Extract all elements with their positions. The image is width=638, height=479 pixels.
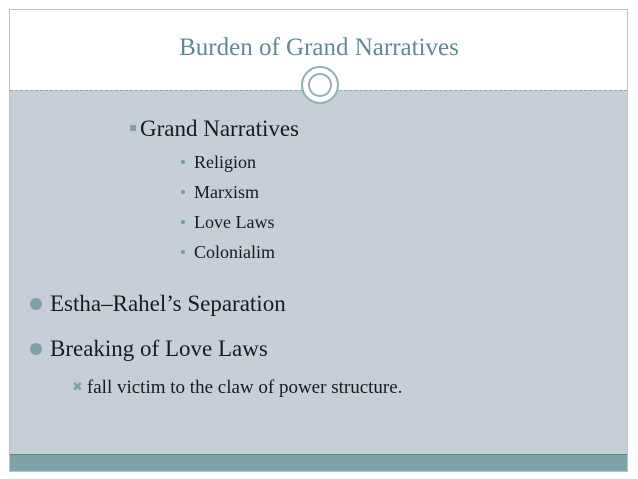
list-item xyxy=(181,242,275,263)
bullet-point xyxy=(30,291,286,317)
dot-bullet-icon xyxy=(181,160,185,164)
list-item xyxy=(181,182,259,203)
dot-bullet-icon xyxy=(181,250,185,254)
list-item-label: Love Laws xyxy=(194,212,275,232)
footer-band xyxy=(10,454,627,471)
dot-bullet-icon xyxy=(181,190,185,194)
double-ring-icon xyxy=(301,66,339,104)
content-area xyxy=(10,90,627,455)
filled-circle-bullet-icon xyxy=(30,298,42,310)
square-bullet-icon xyxy=(130,125,136,131)
star-bullet-icon: ✖ xyxy=(72,378,83,394)
bullet-point xyxy=(30,336,268,362)
inner-ring xyxy=(308,73,332,97)
sub-bullet-point xyxy=(72,377,402,399)
sub-bullet-label: fall victim to the claw of power structure. xyxy=(86,377,403,398)
list-item-label: Religion xyxy=(194,152,256,172)
bullet-point-label: Estha–Rahel’s Separation xyxy=(50,291,286,316)
dot-bullet-icon xyxy=(181,220,185,224)
bullet-point-label: Breaking of Love Laws xyxy=(50,336,268,361)
grand-narratives-heading xyxy=(130,116,299,142)
list-item xyxy=(181,212,274,233)
grand-narratives-label: Grand Narratives xyxy=(140,116,300,141)
list-item-label: Marxism xyxy=(194,182,259,202)
list-item xyxy=(181,152,256,173)
list-item-label: Colonialim xyxy=(194,242,275,262)
slide-title: Burden of Grand Narratives xyxy=(179,34,459,61)
filled-circle-bullet-icon xyxy=(30,343,42,355)
